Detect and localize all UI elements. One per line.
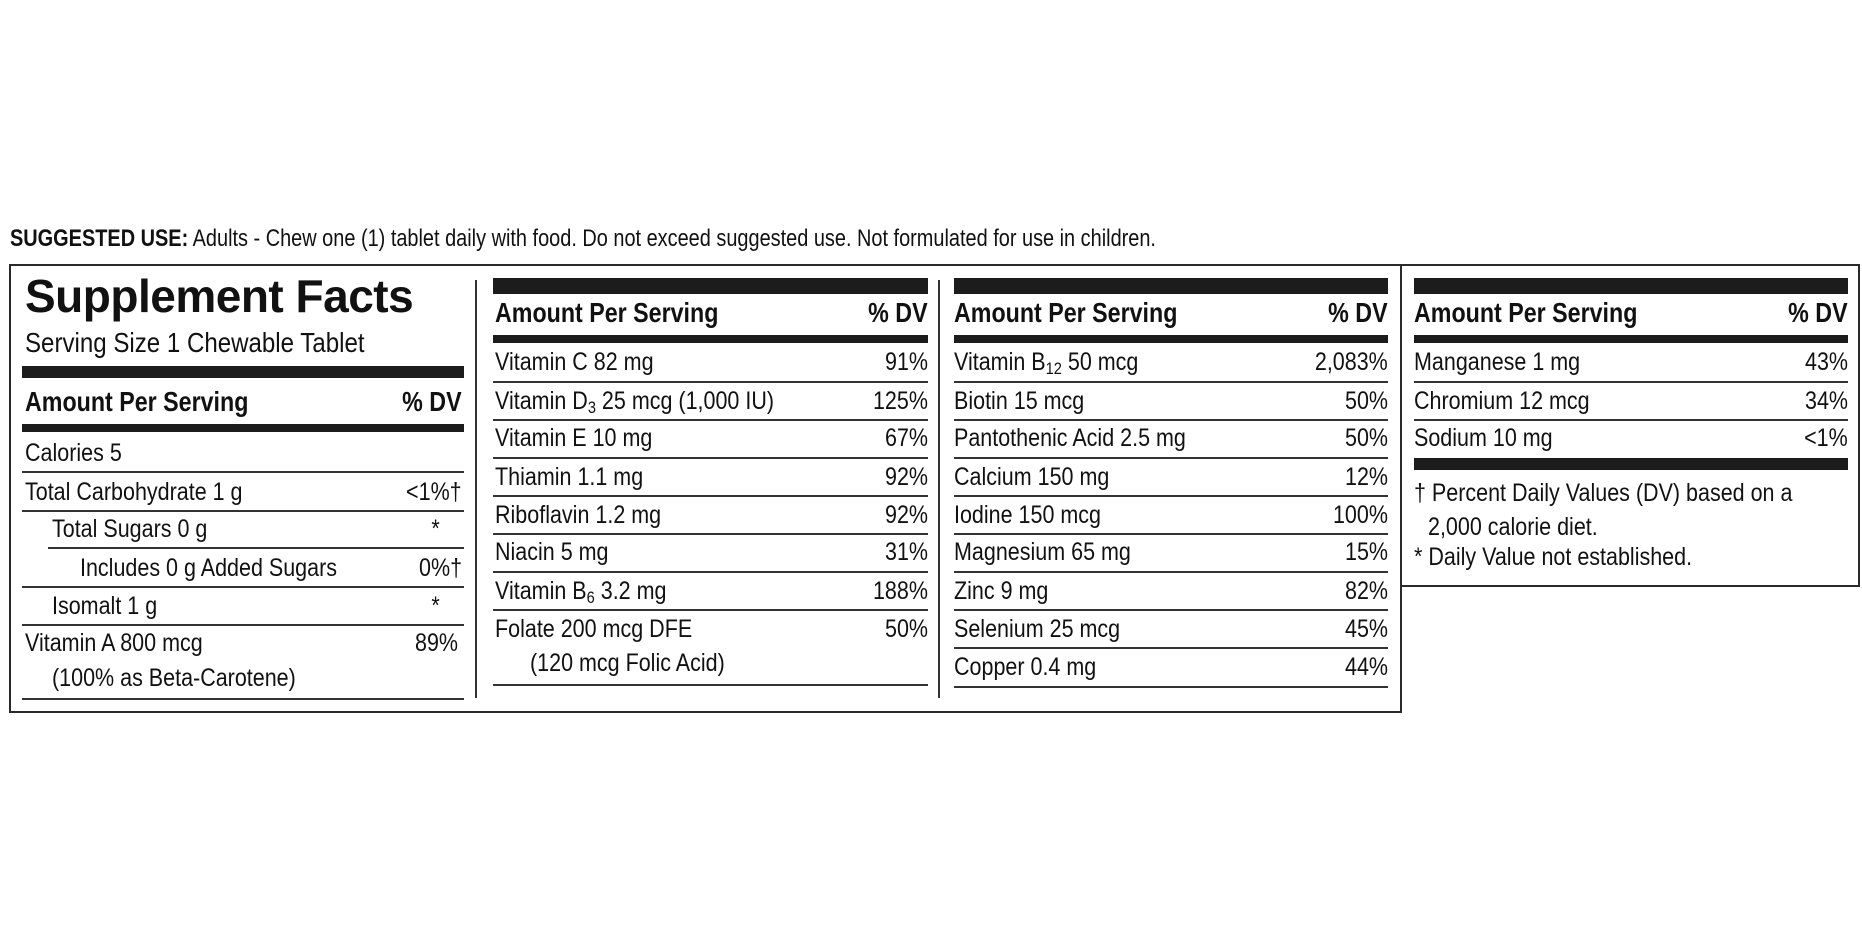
col4-row-dv: 43% — [1804, 348, 1848, 376]
col3-row-dv: 50% — [1344, 424, 1388, 452]
col2-row-name-pre: Vitamin B — [495, 577, 587, 605]
col3-row-name: Biotin 15 mcg — [954, 387, 1085, 415]
row-rule — [954, 571, 1388, 573]
col2-row-name: Thiamin 1.1 mg — [495, 463, 644, 491]
col3-row-name: Magnesium 65 mg — [954, 538, 1131, 566]
col4-row-dv: 34% — [1804, 387, 1848, 415]
col2-row-name: Vitamin C 82 mg — [495, 348, 654, 376]
col4-header-amount: Amount Per Serving — [1414, 297, 1638, 328]
col3-row-name: Copper 0.4 mg — [954, 653, 1097, 681]
col4-row-name: Sodium 10 mg — [1414, 424, 1553, 452]
column-separator — [475, 280, 477, 698]
panel-border-right — [1858, 264, 1860, 587]
panel-border-bottom — [9, 711, 1402, 713]
medium-bar — [954, 335, 1388, 343]
col2-row-name-pre: Vitamin D — [495, 387, 588, 415]
col2-row-dv: 67% — [884, 424, 928, 452]
col1-row-dv: 0%† — [418, 554, 462, 582]
panel-border-top-right — [1400, 264, 1860, 266]
col3-row-name — [954, 345, 1138, 379]
col4-row-name: Chromium 12 mcg — [1414, 387, 1590, 415]
row-rule — [493, 457, 928, 459]
facts-title: Supplement Facts — [25, 270, 414, 322]
col3-row-name-sub: 12 — [1045, 359, 1062, 378]
col3-row-name-post: 50 mcg — [1061, 348, 1139, 376]
col3-header-dv: % DV — [1328, 297, 1388, 328]
row-rule — [1414, 381, 1848, 383]
col2-row-dv: 188% — [873, 577, 928, 605]
col3-row-dv: 44% — [1344, 653, 1388, 681]
col2-row-name-post: 25 mcg (1,000 IU) — [595, 387, 775, 415]
col3-row-dv: 12% — [1344, 463, 1388, 491]
row-rule — [493, 609, 928, 611]
col1-row-name: Calories 5 — [25, 439, 122, 467]
col2-row-name-cont: (120 mcg Folic Acid) — [530, 649, 725, 677]
row-rule — [954, 647, 1388, 649]
panel-border-left — [9, 264, 11, 713]
col2-row-name: Niacin 5 mg — [495, 538, 609, 566]
col2-row-dv: 125% — [873, 387, 928, 415]
col3-row-dv: 82% — [1344, 577, 1388, 605]
row-rule — [954, 381, 1388, 383]
thick-bar — [22, 366, 464, 378]
col1-header-amount: Amount Per Serving — [25, 386, 249, 417]
col4-row-dv: <1% — [1804, 424, 1848, 452]
col1-row-name: Total Carbohydrate 1 g — [25, 478, 243, 506]
panel-border-mid — [1400, 264, 1402, 713]
col1-row-name-cont: (100% as Beta-Carotene) — [52, 664, 296, 692]
row-rule — [22, 471, 464, 473]
col4-row-name: Manganese 1 mg — [1414, 348, 1581, 376]
medium-bar — [22, 424, 464, 432]
col3-row-name: Iodine 150 mcg — [954, 501, 1102, 529]
col3-row-dv: 50% — [1344, 387, 1388, 415]
col1-row-name: Vitamin A 800 mcg — [25, 629, 203, 657]
col3-header-amount: Amount Per Serving — [954, 297, 1178, 328]
footnote-dv-cont: 2,000 calorie diet. — [1428, 513, 1598, 541]
suggested-use-text: Adults - Chew one (1) tablet daily with food. Do not exceed suggested use. Not formulated for use in children. — [188, 225, 1156, 252]
suggested-use-label: SUGGESTED USE: — [10, 225, 189, 252]
thick-bar — [954, 278, 1388, 294]
col3-row-name: Selenium 25 mcg — [954, 615, 1121, 643]
col3-row-name: Zinc 9 mg — [954, 577, 1049, 605]
col1-header-dv: % DV — [402, 386, 462, 417]
row-rule — [493, 381, 928, 383]
col2-row-name: Riboflavin 1.2 mg — [495, 501, 662, 529]
row-rule — [954, 457, 1388, 459]
row-rule — [493, 571, 928, 573]
row-rule — [954, 686, 1388, 688]
footnote-not-established: * Daily Value not established. — [1414, 543, 1693, 571]
col2-row-name — [495, 574, 666, 608]
panel-border-right-bottom — [1400, 585, 1860, 587]
row-rule — [48, 547, 464, 549]
col2-header-dv: % DV — [868, 297, 928, 328]
col2-header-amount: Amount Per Serving — [495, 297, 719, 328]
col3-row-dv: 100% — [1333, 501, 1388, 529]
col4-header-dv: % DV — [1788, 297, 1848, 328]
suggested-use — [10, 224, 1156, 254]
col3-row-dv: 2,083% — [1315, 348, 1388, 376]
footnote-dv: † Percent Daily Values (DV) based on a — [1414, 479, 1793, 507]
col1-row-name: Includes 0 g Added Sugars — [80, 554, 337, 582]
row-rule — [493, 684, 928, 686]
col3-row-name: Calcium 150 mg — [954, 463, 1110, 491]
row-rule — [22, 586, 464, 588]
col1-row-dv: * — [431, 515, 440, 543]
col2-row-dv: 50% — [884, 615, 928, 643]
col3-row-name: Pantothenic Acid 2.5 mg — [954, 424, 1186, 452]
col2-row-name-sub: 3 — [587, 398, 596, 417]
row-rule — [954, 495, 1388, 497]
row-rule — [22, 698, 464, 700]
col1-row-dv: 89% — [414, 629, 458, 657]
col2-row-dv: 31% — [884, 538, 928, 566]
col1-row-dv: * — [431, 592, 440, 620]
medium-bar — [493, 335, 928, 343]
col2-row-name-sub: 6 — [586, 588, 595, 607]
col2-row-dv: 92% — [884, 463, 928, 491]
col2-row-name — [495, 384, 774, 418]
col2-row-dv: 92% — [884, 501, 928, 529]
col2-row-name-post: 3.2 mg — [594, 577, 667, 605]
col3-row-dv: 45% — [1344, 615, 1388, 643]
col1-row-dv: <1%† — [406, 478, 462, 506]
col1-row-name: Isomalt 1 g — [52, 592, 158, 620]
row-rule — [954, 609, 1388, 611]
col2-row-dv: 91% — [884, 348, 928, 376]
col2-row-name: Folate 200 mcg DFE — [495, 615, 693, 643]
medium-bar — [1414, 335, 1848, 343]
thick-bar — [493, 278, 928, 294]
panel-border-top-left — [9, 264, 1409, 266]
col3-row-dv: 15% — [1344, 538, 1388, 566]
row-rule — [493, 495, 928, 497]
medium-bar — [1414, 458, 1848, 470]
column-separator — [938, 280, 940, 698]
serving-size: Serving Size 1 Chewable Tablet — [25, 327, 365, 358]
col2-row-name: Vitamin E 10 mg — [495, 424, 653, 452]
col1-row-name: Total Sugars 0 g — [52, 515, 208, 543]
thick-bar — [1414, 278, 1848, 294]
col3-row-name-pre: Vitamin B — [954, 348, 1046, 376]
